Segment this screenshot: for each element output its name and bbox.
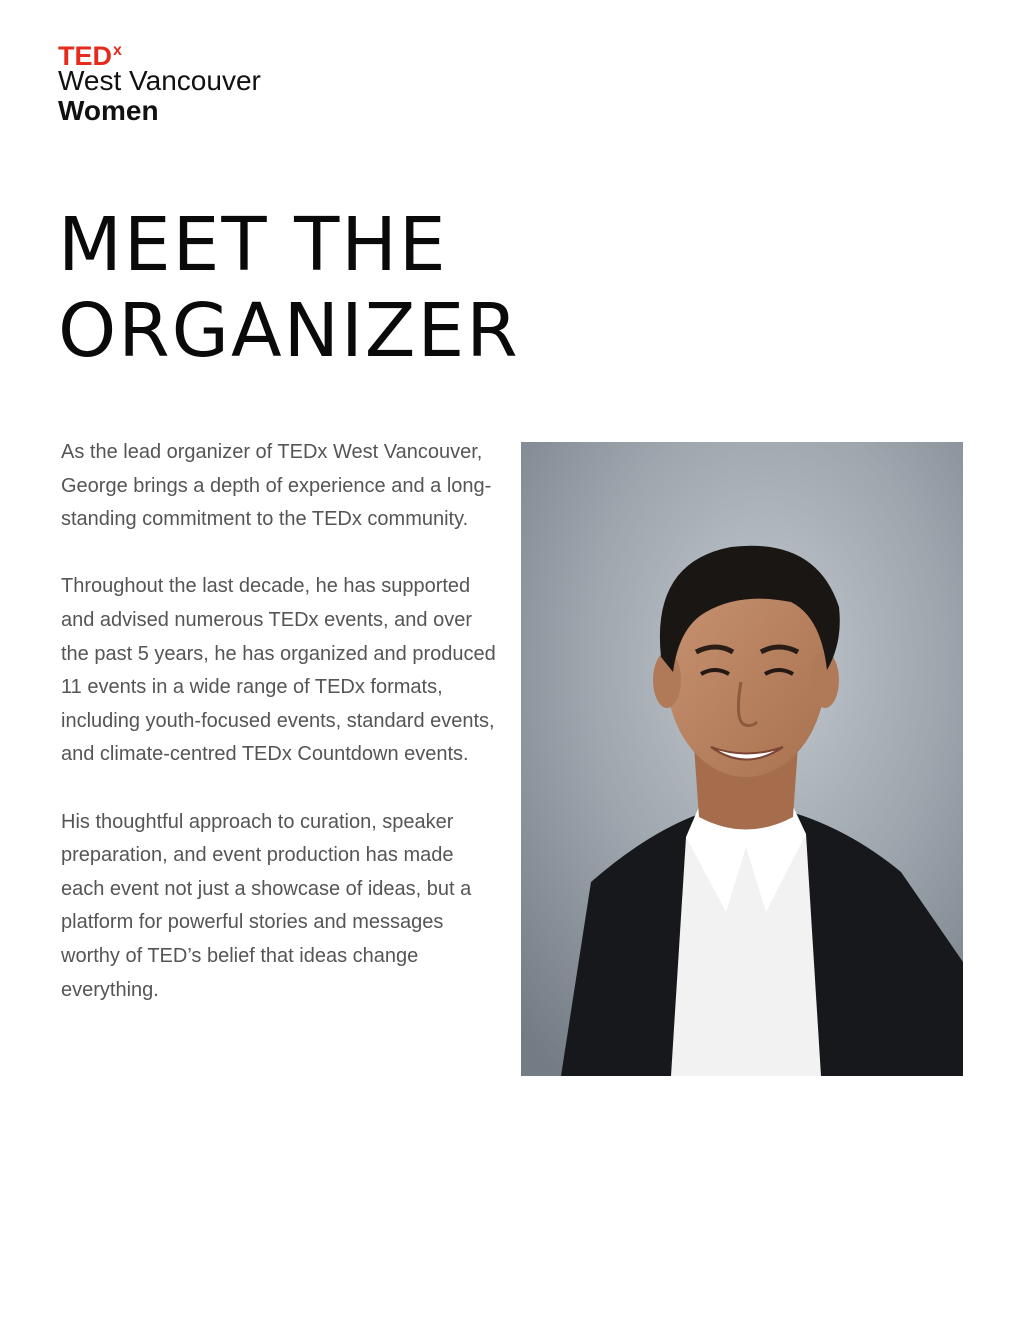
organizer-bio [61,436,501,1041]
white-shirt [671,814,821,1076]
logo-event-name: Women [58,95,159,126]
page-title [58,202,618,374]
tedx-wordmark [58,36,318,71]
bio-paragraph-2: Throughout the last decade, he has supported and advised numerous TEDx events, and over the past 5 years, he has organized and produced 11 events in a wide range of TEDx formats, including youth-focused events, standard events, and climate-centred TEDx Countdown events. [61,575,496,766]
x-superscript: x [113,42,122,59]
portrait-illustration [521,442,963,1076]
ted-text: TED [58,41,112,71]
logo-location: West Vancouver [58,65,261,96]
bio-paragraph-3: His thoughtful approach to curation, speaker preparation, and event production has made each event not just a showcase of ideas, but a platform for powerful stories and messages worthy of TED’s belief that ideas change everything. [61,810,472,1001]
tedx-logo [58,36,318,126]
bio-paragraph-1: As the lead organizer of TEDx West Vancouver, George brings a depth of experience and a long-standing commitment to the TEDx community. [61,441,492,531]
page-title-line-2: ORGANIZER [58,288,520,374]
page-title-line-1: MEET THE [58,202,448,288]
right-ear [811,652,839,708]
organizer-portrait-photo [521,442,963,1076]
